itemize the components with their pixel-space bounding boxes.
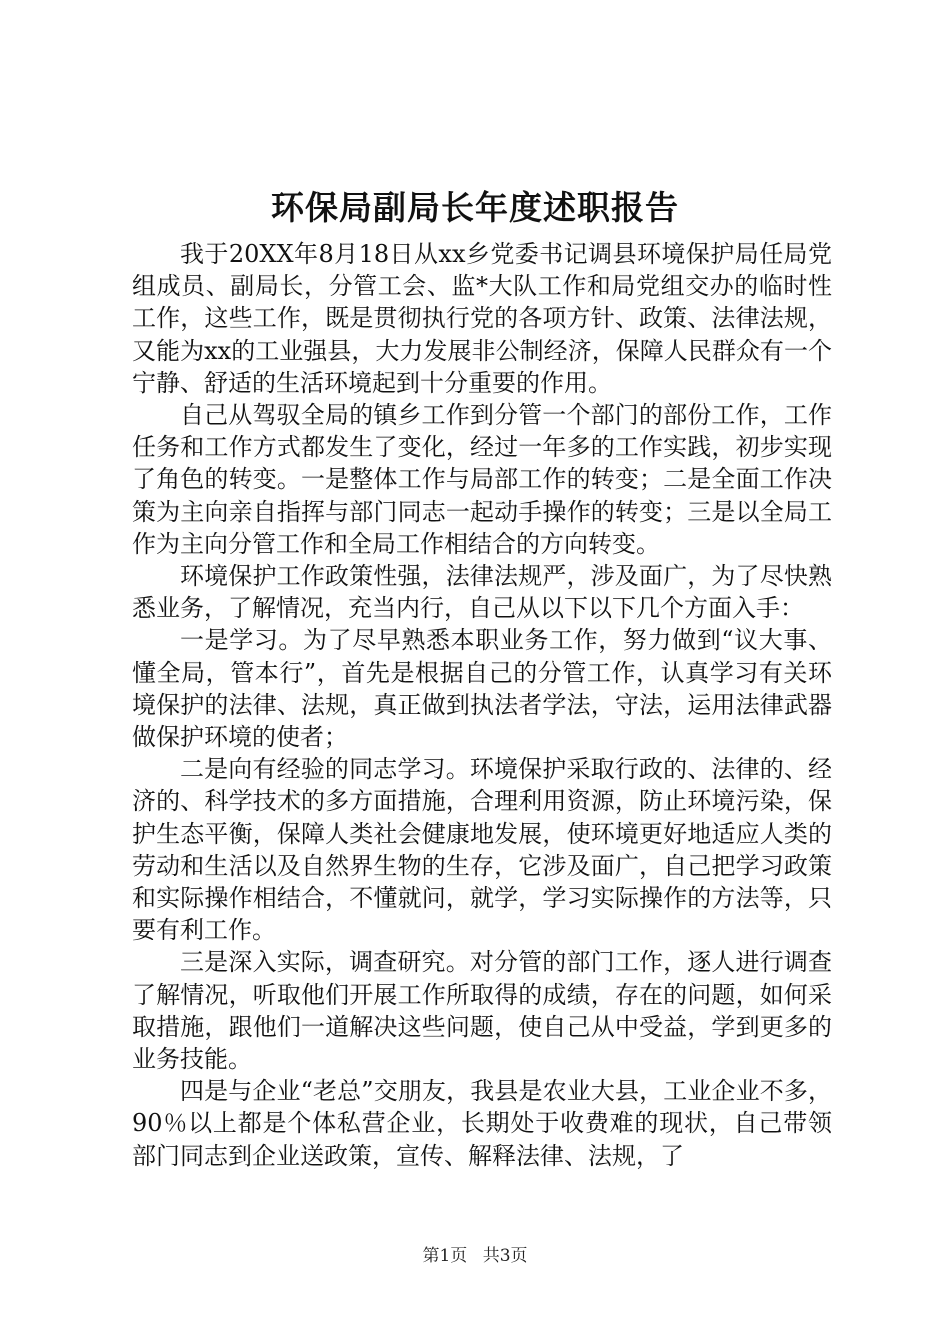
paragraph: 自己从驾驭全局的镇乡工作到分管一个部门的部份工作，工作任务和工作方式都发生了变化，经过一年多的工作实践，初步实现了角色的转变。一是整体工作与局部工作的转变；二是全面工作决策为主向亲自指挥与部门同志一起动手操作的转变；三是以全局工作为主向分管工作和全局工作相结合的方向转变。 xyxy=(132,401,832,558)
paragraph: 一是学习。为了尽早熟悉本职业务工作，努力做到“议大事、懂全局，管本行”，首先是根据自己的分管工作，认真学习有关环境保护的法律、法规，真正做到执法者学法，守法，运用法律武器做保护环境的使者； xyxy=(132,626,832,752)
document-title: 环保局副局长年度述职报告 xyxy=(271,188,679,227)
page-total: 共3页 xyxy=(482,1246,528,1266)
page-footer xyxy=(0,1244,950,1268)
page-number: 第1页 xyxy=(422,1246,468,1266)
paragraph: 环境保护工作政策性强，法律法规严，涉及面广，为了尽快熟悉业务，了解情况，充当内行，自己从以下以下几个方面入手： xyxy=(132,562,832,623)
paragraph: 四是与企业“老总”交朋友，我县是农业大县，工业企业不多，90％以上都是个体私营企业，长期处于收费难的现状，自己带领部门同志到企业送政策，宣传、解释法律、法规，了 xyxy=(132,1077,832,1170)
paragraph: 我于20XX年8月18日从xx乡党委书记调县环境保护局任局党组成员、副局长，分管工会、监*大队工作和局党组交办的临时性工作，这些工作，既是贯彻执行党的各项方针、政策、法律法规，又能为xx的工业强县，大力发展非公制经济，保障人民群众有一个宁静、舒适的生活环境起到十分重要的作用。 xyxy=(132,240,832,397)
paragraph: 二是向有经验的同志学习。环境保护采取行政的、法律的、经济的、科学技术的多方面措施，合理利用资源，防止环境污染，保护生态平衡，保障人类社会健康地发展，使环境更好地适应人类的劳动和生活以及自然界生物的生存，它涉及面广，自己把学习政策和实际操作相结合，不懂就问，就学，学习实际操作的方法等，只要有利工作。 xyxy=(132,755,832,945)
paragraph: 三是深入实际，调查研究。对分管的部门工作，逐人进行调查了解情况，听取他们开展工作所取得的成绩，存在的问题，如何采取措施，跟他们一道解决这些问题，使自己从中受益，学到更多的业务技能。 xyxy=(132,948,832,1074)
document-body xyxy=(132,238,832,1172)
